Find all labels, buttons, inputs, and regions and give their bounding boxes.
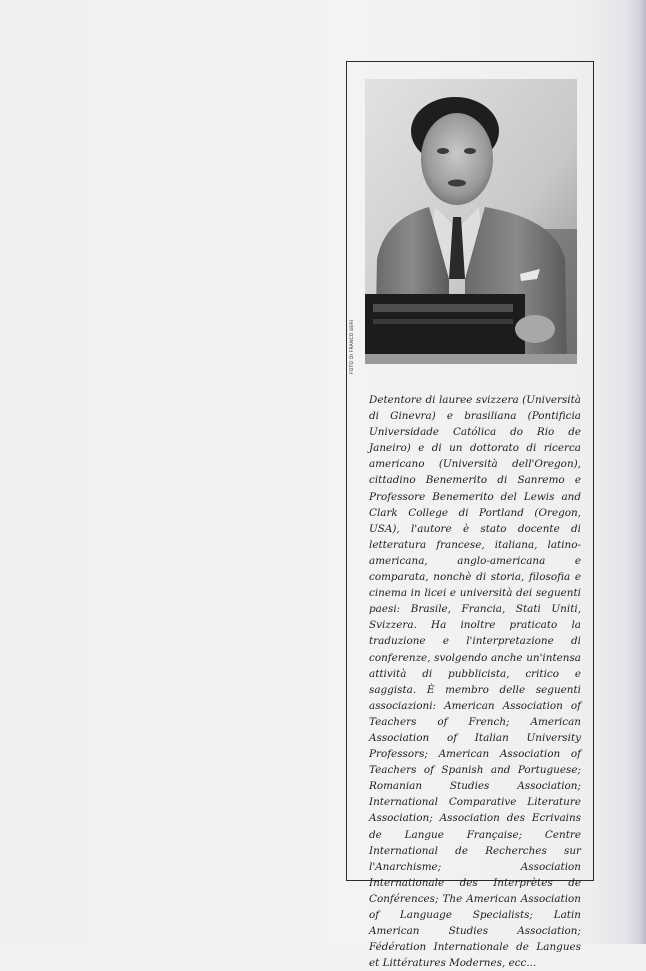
photo-credit: FOTO DI FRANCO SERI bbox=[350, 319, 355, 374]
author-bio: Detentore di lauree svizzera (Università di Ginevra) e brasiliana (Pontificia Universidade Católica do Rio de Janeiro) e di un dottorato di ricerca americano (Università dell'Oregon), cittadino Benemerito di Sanremo e Professore Benemerito del Lewis and Clark College di Portland (Oregon, USA), l'autore è stato docente di letteratura francese, italiana, latino-americana, anglo-americana e comparata, nonchè di storia, filosofia e cinema in licei e università dei seguenti paesi: Brasile, Francia, Stati Uniti, Svizzera. Ha inoltre praticato la traduzione e l'interpretazione di conferenze, svolgendo anche un'intensa attività di pubblicista, critico e saggista. È membro delle seguenti associazioni: American Association of Teachers of French; American Association of Italian University Professors; American Association of Teachers of Spanish and Portuguese; Romanian Studies Association; International Comparative Literature Association; Association des Ecrivains de Langue Française; Centre International de Recherches sur l'Anarchisme; Association Internationale des Interprètes de Conférences; The American Association of Language Specialists; Latin American Studies Association; Fédération Internationale de Langues et Littératures Modernes, ecc... bbox=[369, 394, 581, 970]
bio-frame bbox=[346, 61, 594, 970]
cover-edge bbox=[639, 0, 646, 944]
author-photo bbox=[365, 79, 577, 364]
